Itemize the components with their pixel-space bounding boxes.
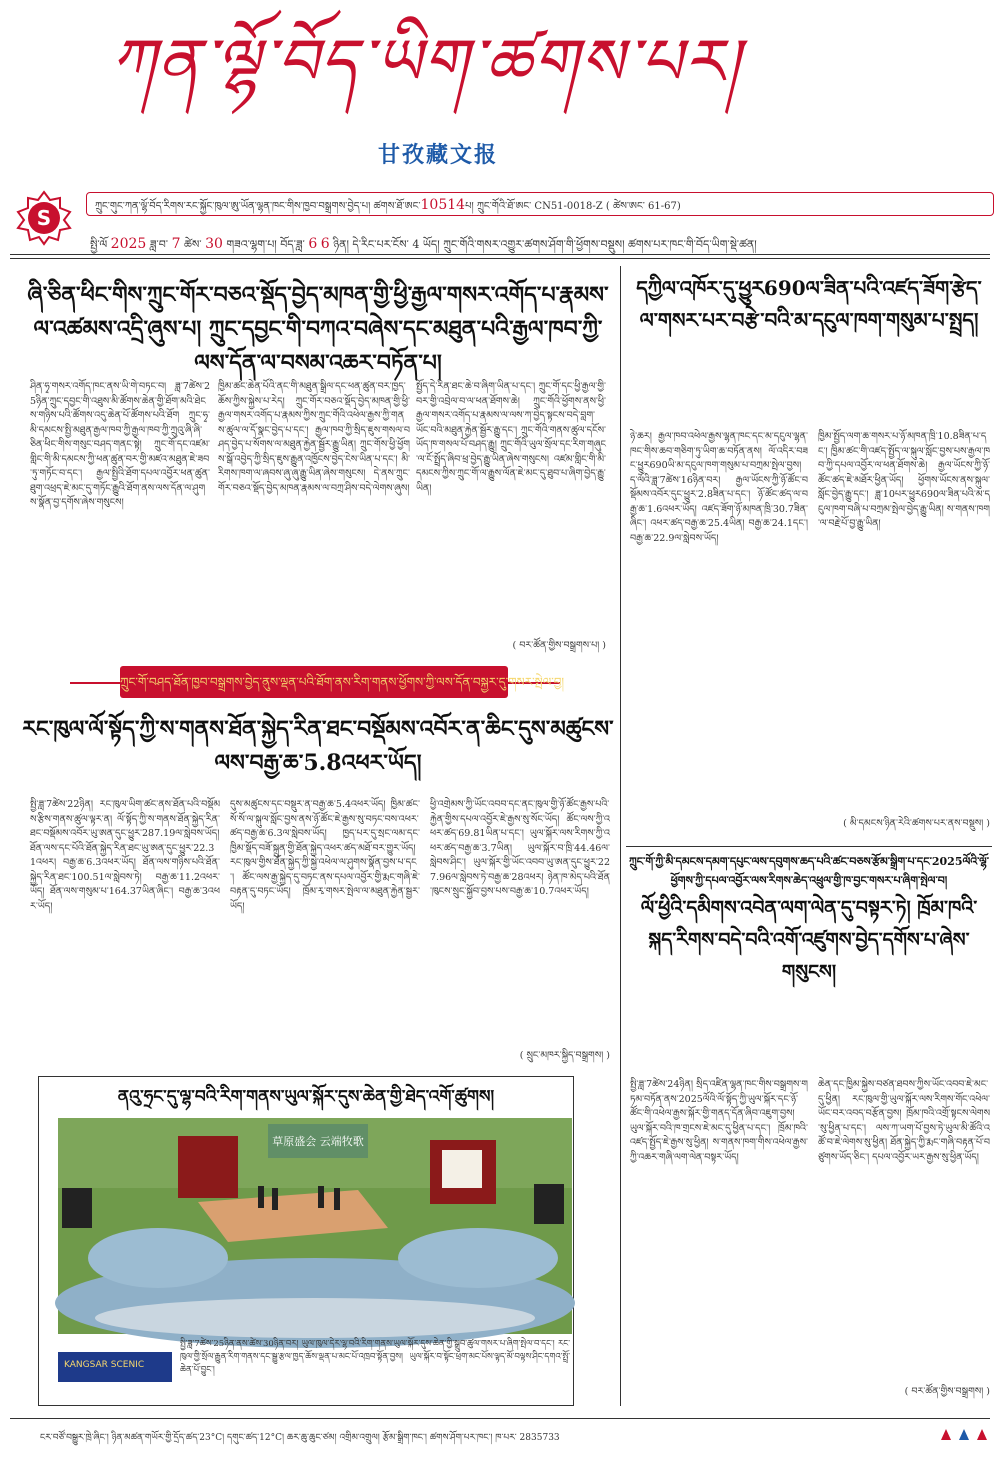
- registration-text: པ། ཀྲུང་གོའི་ཐོ་ཨང་ CN51-0018-Z ( ཚེས་ཨང་ 61-67): [465, 201, 681, 212]
- stage-sign-text: 草原盛会 云端牧歌: [272, 1135, 364, 1148]
- month-label: ཟླ་བ་: [149, 238, 169, 251]
- publication-info-bar: [86, 192, 994, 216]
- weekday-label: གཟའ་ལྷག་པ། བོད་ཟླ་: [226, 238, 305, 251]
- tourism-kicker: ཀྲུང་གོ་ཀྱི་མི་དམངས་དམག་དཔུང་ལས་དབུགས་ཆད་པའི་ཚང་བཅས་རྩོམ་སྒྲིག་པ་དང་2025ལོའི་ལྷོ་ཕྱོགས་ཀྱི་དཔལ་འབྱོར་ལས་རིགས་ཆེད་འཕྲུལ་གྱི་ཁ་བྱང་གསར་པ་ཞིག་སྤེལ་བ།: [628, 855, 990, 887]
- year-value: 2025: [110, 236, 147, 252]
- lead-body-col3: སྤྱོད་དེ་རིན་ཐང་ཆེ་བ་ཞིག་ཡིན་པ་དང་། ཀྲུང་གོ་དང་ཕྱི་རྒྱལ་གྱི་བར་གྱི་འབྲེལ་བ་ལ་ཕན་ཐོགས་ཆེ། ཀྲུང་གོའི་ཕྱོགས་ནས་ཕྱི་རྒྱལ་གསར་འགོད་པ་རྣམས་ལ་ལས་ཀ་བྱེད་སྟངས་བདེ་བླག་ཡོང་བའི་མཐུན་རྐྱེན་སྦྱོར་རྒྱུ་དང་། ཀྲུང་གོའི་གནས་ཚུལ་དངོས་ཡོད་ཁ་གསལ་པོ་བཤད་རྒྱུ། ཀྲུང་གོའི་ཡུལ་སྲོལ་དང་རིག་གཞུང་ལ་ངོ་སྤྲོད་ཞིབ་ཕྲ་བྱེད་རྒྱུ་ཡིན་ཞེས་གསུངས། འཛམ་གླིང་གི་མི་དམངས་ཀྱིས་ཀྲུང་གོ་ལ་རྒྱུས་ལོན་ཇེ་མང་དུ་ཐུབ་པ་ཞིག་བྱེད་རྒྱུ་ཡིན།: [416, 381, 606, 494]
- newspaper-logo-icon: [16, 190, 72, 246]
- lead-body-col1: ཤིན་ཧྭ་གསར་འགོད་ཁང་ནས་ཡི་གེ་བཏང་བ། ཟླ་7ཚེས་25ཉིན་ཀྲུང་དབྱང་གི་འཐུས་མི་ཚོགས་ཆེན་གྱི་ཐོག་མའི་ཐེངས་གཉིས་པའི་ཚོགས་འདུ་ཆེན་པོ་ཚོགས་པའི་ཐོག ཀྲུང་ཧྭ་མི་དམངས་སྤྱི་མཐུན་རྒྱལ་ཁབ་ཀྱི་རྒྱལ་ཁབ་ཀྱི་ཀྲུའུ་ཞི་ཞི་ཅིན་ཕིང་གིས་གསུང་བཤད་གནང་སྟེ། ཀྲུང་གོ་དང་འཛམ་གླིང་གི་མི་དམངས་ཀྱི་ཕན་ཚུན་བར་གྱི་མཛའ་མཐུན་ཇེ་ཟབ་ཏུ་གཏོང་བ་དང་། རྒྱལ་སྤྱིའི་ཐོག་དཔལ་འབྱོར་ཕན་ཚུན་ཐུག་འཕྲད་ཇེ་མང་དུ་གཏོང་རྒྱུའི་ཐོག་ནས་ལས་དོན་ལ་ཤུགས་སྣོན་བྱ་དགོས་ཞེས་གསུངས།: [30, 381, 210, 508]
- tourism-credit: ( བར་ཚོན་གྱིས་བསྒྲགས། ): [904, 1386, 990, 1397]
- date-line-rest: ཉིན། དེ་རིང་པར་ངོས་ 4 ཡོད། ཀྲུང་གོའི་གསར་འགྱུར་ཚགས་ཤོག་གི་ཕྱོགས་བསྡུས། ཚགས་པར་ཁང་གི་བོད་ཡིག་སྡེ་ཚན།: [333, 238, 757, 251]
- tourism-body-col1: སྤྱི་ཟླ་7ཚེས་24ཉིན། སྲིད་འཛིན་ལྷན་ཁང་གིས་བསྒྲགས་གཏམ་བཏོན་ནས་2025ལོའི་ལོ་སྟོད་ཀྱི་ཡུལ་སྐོར་དང་ཉོ་ཚོང་གི་འཕེལ་རྒྱས་སྐོར་གྱི་གནད་དོན་ཞིབ་འཇུག་བྱས། ཡུལ་སྐོར་བའི་ཁ་གྲངས་ཇེ་མང་དུ་ཕྱིན་པ་དང་། ཁྲོམ་ཁའི་འཛད་སྤྱོད་ཇེ་རྒྱས་སུ་ཕྱིན། ས་གནས་ཁག་གིས་འཕེལ་རྒྱས་ཀྱི་འཆར་གཞི་ལག་ལེན་བསྟར་ཡོད།: [630, 1079, 808, 1163]
- consumption-body-col1: ཉེ་ཆར། རྒྱལ་ཁབ་འཕེལ་རྒྱས་ལྷན་ཁང་དང་མ་དངུལ་ལྷན་ཁང་གིས་ཆབ་གཅིག་ཏུ་ཡིག་ཆ་བཏོན་ནས། ལོ་འདིར་བཟང་ཕྱུར690ཡི་མ་དངུལ་ཁག་གསུམ་པ་བཀྲམ་སྤེལ་བྱས། ད་ལོའི་ཟླ་7ཚེས་16ཉིན་བར། རྒྱལ་ཡོངས་ཀྱི་ཉོ་ཚོང་བསྡོམས་འབོར་དུང་ཕྱུར་2.8ཟིན་པ་དང་། ཉོ་ཚོང་ཚད་ལ་བརྒྱ་ཆ་1.6འཕར་ཡོད། འཛད་ཟོག་ཉོ་མཁན་ཁྲི་30.7ཟིན་ཞིང་། འཕར་ཚད་བརྒྱ་ཆ་25.4ཡིན། བརྒྱ་ཆ་24.1དང་། བརྒྱ་ཆ་22.9ལ་སླེབས་ཡོད།: [630, 431, 808, 544]
- right-section-divider: [626, 846, 992, 847]
- economy-body-col1: སྤྱི་ཟླ་7ཚེས་22ཉིན། རང་ཁུལ་ཡིག་ཚང་ནས་ཐོན་པའི་བསྡོམས་རྩིས་གནས་ཚུལ་ལྟར་ན། ལོ་སྟོད་ཀྱི་ས་གནས་ཐོན་སྐྱེད་རིན་ཐང་བསྡོམས་འབོར་ཡུ་ཨན་དུང་ཕྱུར་287.19ལ་སླེབས་ཡོད། ཐོན་ལས་དང་པོའི་ཐོན་སྐྱེད་རིན་ཐང་ཡུ་ཨན་དུང་ཕྱུར་22.31འཕར། བརྒྱ་ཆ་6.3འཕར་ཡོད། ཐོན་ལས་གཉིས་པའི་ཐོན་སྐྱེད་རིན་ཐང་100.51ལ་སླེབས་ཏེ། བརྒྱ་ཆ་11.2འཕར་ཡོད། ཐོན་ལས་གསུམ་པ་164.37ཡིན་ཞིང་། བརྒྱ་ཆ་3འཕར་ཡོད།: [30, 799, 220, 912]
- masthead-title: ཀན་ལྷོ་བོད་ཡིག་ཚགས་པར།: [110, 26, 742, 100]
- economy-body-col2: དུས་མཚུངས་དང་བསྡུར་ན་བརྒྱ་ཆ་5.4འཕར་ཡོད། ཁྱིམ་ཚང་སོ་སོ་ལ་སྐུལ་སློང་བྱས་ནས་ཉོ་ཚོང་ཇེ་རྒྱས་སུ་བཏང་བས་འཕར་ཚད་བརྒྱ་ཆ་6.3ལ་སླེབས་ཡོད། ཁྱད་པར་དུ་སྲང་ལམ་དང་ཁྱིམ་སྡོད་བཟོ་སྐྲུན་གྱི་ཐོན་སྐྱེད་འཕར་ཚད་མཐོ་བར་གྱུར་ཡོད། རང་ཁུལ་གྱིས་ཐོན་སྐྱེད་ཀྱི་སྐྱེ་འཕེལ་ལ་ཤུགས་སྣོན་བྱས་པ་དང་། ཚོང་ལས་རྒྱ་སྐྱེད་དུ་བཏང་ནས་དཔལ་འབྱོར་གྱི་རྨང་གཞི་ཇེ་བརྟན་དུ་བཏང་ཡོད། ཁྲོམ་རྭ་གསར་སྤེལ་ལ་མཐུན་རྐྱེན་སྦྱར་ཡོད།: [230, 799, 420, 912]
- header-divider: [10, 254, 990, 255]
- slogan-banner: ཀྲུང་གོ་བཤད་ཐོན་ཁྱབ་བསྒྲགས་བྱེད་ནུས་ལྡན་པའི་ཐོག་ནས་རིག་གནས་ཕྱོགས་ཀྱི་ལས་དོན་བསྐྱར་དུ་གསར་སྤེལ་བྱ།: [120, 666, 508, 698]
- scenic-area-logo: [58, 1352, 172, 1382]
- festival-stage-photo: [58, 1118, 572, 1334]
- lead-body-col2: ཁྱིམ་ཚང་ཆེན་པོའི་ནང་གི་མཐུན་སྒྲིལ་དང་ཕན་ཚུན་བར་ཁྱད་ཆོས་ཀྱིས་སྐྱེས་པ་རེད། ཀྲུང་གོར་བཅའ་སྡོད་བྱེད་མཁན་གྱི་ཕྱི་རྒྱལ་གསར་འགོད་པ་རྣམས་ཀྱིས་ཀྲུང་གོའི་འཕེལ་རྒྱས་ཀྱི་གནས་ཚུལ་ལ་དོ་སྣང་བྱེད་པ་དང་། རྒྱལ་ཁབ་ཀྱི་སྲིད་ཇུས་གསལ་བཤད་བྱེད་པ་སོགས་ལ་མཐུན་རྐྱེན་སྦྱོར་རྒྱུ་ཡིན། ཀྲུང་གོས་ཕྱི་ཕྱོགས་སྒོ་འབྱེད་ཀྱི་སྲིད་ཇུས་རྒྱུན་འཁྱོངས་བྱེད་ངེས་ཡིན་པ་དང་། མི་རིགས་ཁག་ལ་ཞབས་ཞུ་ཞུ་རྒྱུ་ཡིན་ཞེས་གསུངས། དེ་ནས་ཀྲུང་གོར་བཅའ་སྡོད་བྱེད་མཁན་རྣམས་ལ་བཀྲ་ཤིས་བདེ་ལེགས་ཞུས།: [218, 381, 410, 494]
- footer-divider: [10, 1418, 990, 1419]
- economy-credit: ( སྲུང་མཁར་སྐྱིད་བསྒྲགས། ): [519, 1050, 610, 1061]
- issue-number: 10514: [420, 197, 466, 213]
- day-value: 30: [205, 236, 223, 252]
- economy-headline: རང་ཁུལ་ལོ་སྟོད་ཀྱི་ས་གནས་ཐོན་སྐྱེད་རིན་ཐང་བསྡོམས་འབོར་ན་ཆིང་དུས་མཚུངས་ལས་བརྒྱ་ཆ་5.8འཕར་ཡོད།: [22, 716, 614, 776]
- publisher-text: ཀྲུང་གུང་ཀན་ལྷོ་བོད་རིགས་རང་སྐྱོང་ཁུལ་ཨུ་ཡོན་ལྷན་ཁང་གིས་ཁྱབ་བསྒྲགས་བྱེད་པ། ཚགས་ཐོ་ཨང་: [95, 201, 421, 212]
- masthead-chinese-title: 甘孜藏文报: [378, 143, 499, 168]
- footer-info: ངར་བཙོ་བསྒྱུར་ཁྲེ་ཞིང་། ཉིན་མཚན་གཡོར་གྱི་དྲོད་ཚད་23°C། དགུང་ཚད་12°C། ཆར་ཆུ་ཆུང་ཙམ། འགྲིམ་འགྲུལ། རྩོམ་སྒྲིག་ཁང་། ཚགས་ཤོག་པར་ཁང་། ཁ་པར་ 2835733: [40, 1433, 560, 1443]
- lead-headline: ཞི་ཅིན་ཕིང་གིས་ཀྲུང་གོར་བཅའ་སྡོད་བྱེད་མཁན་གྱི་ཕྱི་རྒྱལ་གསར་འགོད་པ་རྣམས་ལ་འཚམས་འདྲི་ཞུས་པ། ཀྲུང་དབྱང་གི་བཀའ་བཞེས་དང་མཐུན་པའི་རྒྱལ་ཁབ་ཀྱི་ལས་དོན་ལ་བསམ་འཆར་བཏོན་པ།: [27, 282, 609, 376]
- economy-body-col3: ཕྱི་འགྲེམས་ཀྱི་ཡོང་འབབ་དང་ནང་ཁུལ་གྱི་ཉོ་ཚོང་རྒྱས་པའི་རྐྱེན་གྱིས་དཔལ་འབྱོར་ཇེ་རྒྱས་སུ་སོང་ཡོད། ཚོང་ལས་ཀྱི་འཕར་ཚད་69.81ཡིན་པ་དང་། ཡུལ་སྐོར་ལས་རིགས་ཀྱི་འཕར་ཚད་བརྒྱ་ཆ་3.7ཡིན། ཡུལ་སྐོར་བ་ཁྲི་44.46ལ་སླེབས་ཤིང་། ཡུལ་སྐོར་གྱི་ཡོང་འབབ་ཡུ་ཨན་དུང་ཕྱུར་227.96ལ་སླེབས་ཏེ་བརྒྱ་ཆ་28འཕར། ཉེན་ཁ་མེད་པའི་ཐོན་ཁུངས་སྲུང་སྐྱོབ་བྱས་པས་བརྒྱ་ཆ་10.7འཕར་ཡོད།: [430, 799, 610, 897]
- header-divider-2: [10, 258, 990, 259]
- logo-text: KANGSAR SCENIC: [64, 1360, 145, 1370]
- day-label: ཚེས་: [184, 238, 202, 251]
- year-label: སྤྱི་ལོ: [90, 238, 108, 251]
- footer-emblem-icons: [940, 1428, 990, 1442]
- tibetan-day: 6: [320, 236, 330, 252]
- consumption-credit: ( མི་དམངས་ཉིན་རེའི་ཚགས་པར་ནས་བསྡུས། ): [843, 818, 990, 829]
- photo-headline: ནའུ་ཧྲང་དུ་ལྷ་བའི་རིག་གནས་ཡུལ་སྐོར་དུས་ཆེན་གྱི་ཐེད་འགོ་ཚུགས།: [117, 1087, 495, 1107]
- tourism-body-col2: ཆེན་དང་ཁྱིམ་སྐྱེས་བཙན་ཐབས་ཀྱིས་ཡོང་འབབ་ཇེ་མང་དུ་ཕྱིན། རང་ཁུལ་གྱི་ཡུལ་སྐོར་ལས་རིགས་གོང་འཕེལ་ཡོང་བར་འབད་བརྩོན་བྱས། ཁྲོམ་ཁའི་འགྲོ་སྟངས་ལེགས་སུ་ཕྱིན་པ་དང་། ལས་ཀ་ཡག་པོ་བྱས་ཏེ་ཡུལ་མི་ཚོའི་འཚོ་བ་ཇེ་ལེགས་སུ་ཕྱིན། ཐོན་སྐྱེད་ཀྱི་རྨང་གཞི་བརྟན་པོ་བཙུགས་ཡོད་ཅིང་། དཔལ་འབྱོར་ཡར་རྒྱས་སུ་ཕྱིན་ཡོད།: [818, 1079, 990, 1163]
- month-value: 7: [171, 236, 181, 252]
- photo-caption: སྤྱི་ཟླ་7ཚེས་25ཉིན་ནས་ཚེས་30ཉིན་བར། ཡུལ་ཁུལ་དེར་ལྷ་བའི་རིག་གནས་ཡུལ་སྐོར་དུས་ཆེན་གྱི་སྒྲུབ་ཚུལ་གསར་པ་ཞིག་སྤེལ་བ་དང་། རང་ཁུལ་གྱི་སྲོལ་རྒྱུན་རིག་གནས་དང་སྒྱུ་རྩལ་ཁྱད་ཆོས་ལྡན་པ་མང་པོ་འཁྲབ་སྟོན་བྱས། ཡུལ་སྐོར་བ་སྟོང་ཕྲག་མང་པོས་ལྟད་མོ་བལྟས་ཤིང་དགའ་སྤྲོ་ཆེན་པོ་བྱུང་།: [180, 1339, 570, 1375]
- tibetan-month: 6: [308, 236, 318, 252]
- column-divider: [620, 266, 621, 1406]
- tourism-headline: ལོ་ཕྱིའི་དམིགས་འབེན་ལག་ལེན་དུ་བསྟར་ཏེ། ཁྲོམ་ཁའི་སྐད་རིགས་བདེ་བའི་འགོ་འཛུགས་བྱེད་དགོས་པ་ཞེས་གསུངས།: [640, 897, 978, 983]
- consumption-body-col2: ཁྱིམ་སྤྱོད་ལག་ཆ་གསར་པ་ཉོ་མཁན་ཁྲི་10.8ཟིན་པ་དང་། ཁྱིམ་ཚང་གི་འཛད་སྤྱོད་ལ་སྐུལ་སློང་བྱས་པས་རྒྱལ་ཁབ་ཀྱི་དཔལ་འབྱོར་ལ་ཕན་ཐོགས་ཆེ། རྒྱལ་ཡོངས་ཀྱི་ཉོ་ཚོང་ཚད་ཇེ་མཐོར་ཕྱིན་ཡོད། ཕྱོགས་ཡོངས་ནས་སྐུལ་སློང་བྱེད་རྒྱུ་དང་། ཟླ་10པར་ཕྱུར690ལ་ཟིན་པའི་མ་དངུལ་ཁག་བཞི་པ་བཀྲམ་སྤེལ་བྱེད་རྒྱུ་ཡིན། ས་གནས་ཁག་ལ་བརྗེ་པོ་བྱ་རྒྱུ་ཡིན།: [818, 431, 990, 529]
- svg-text:S: S: [36, 206, 52, 230]
- lead-credit: ( བར་ཚོན་གྱིས་བསྒྲགས་པ། ): [512, 640, 606, 651]
- consumption-headline: དཀྱིལ་འཁོར་དུ་ཕྱུར690ལ་ཟིན་པའི་འཛད་ཟོག་རྩེད་ལ་གསར་པར་བརྩེ་བའི་མ་དངུལ་ཁག་གསུམ་པ་སྤྲད།: [636, 276, 982, 332]
